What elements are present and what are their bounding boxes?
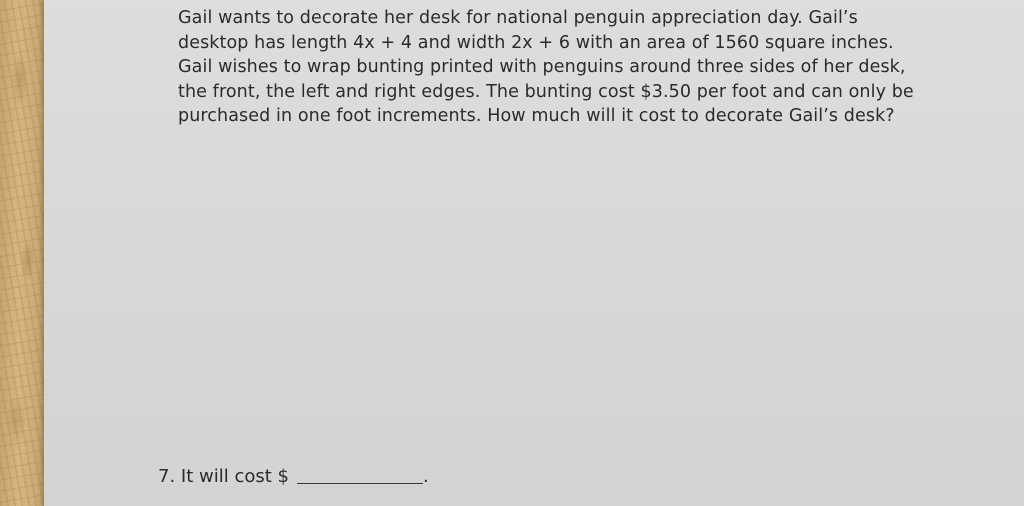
answer-blank[interactable] [297, 482, 423, 484]
problem-line-3: Gail wishes to wrap bunting printed with penguins around three sides of her desk, [178, 57, 906, 78]
problem-line-1: Gail wants to decorate her desk for national penguin appreciation day. Gail’s [178, 8, 858, 28]
problem-line-2: desktop has length 4x + 4 and width 2x + 6 with an area of 1560 square inches. [178, 32, 894, 53]
answer-prompt: It will cost $ [180, 466, 289, 487]
answer-line [158, 466, 429, 487]
word-problem [178, 6, 978, 129]
answer-period: . [422, 466, 429, 487]
desk-surface [0, 0, 46, 506]
problem-line-5: purchased in one foot increments. How much will it cost to decorate Gail’s desk? [178, 106, 895, 127]
question-number: 7. [158, 466, 176, 487]
worksheet-paper [44, 0, 1024, 506]
problem-line-4: the front, the left and right edges. The bunting cost $3.50 per foot and can only be [178, 81, 914, 102]
